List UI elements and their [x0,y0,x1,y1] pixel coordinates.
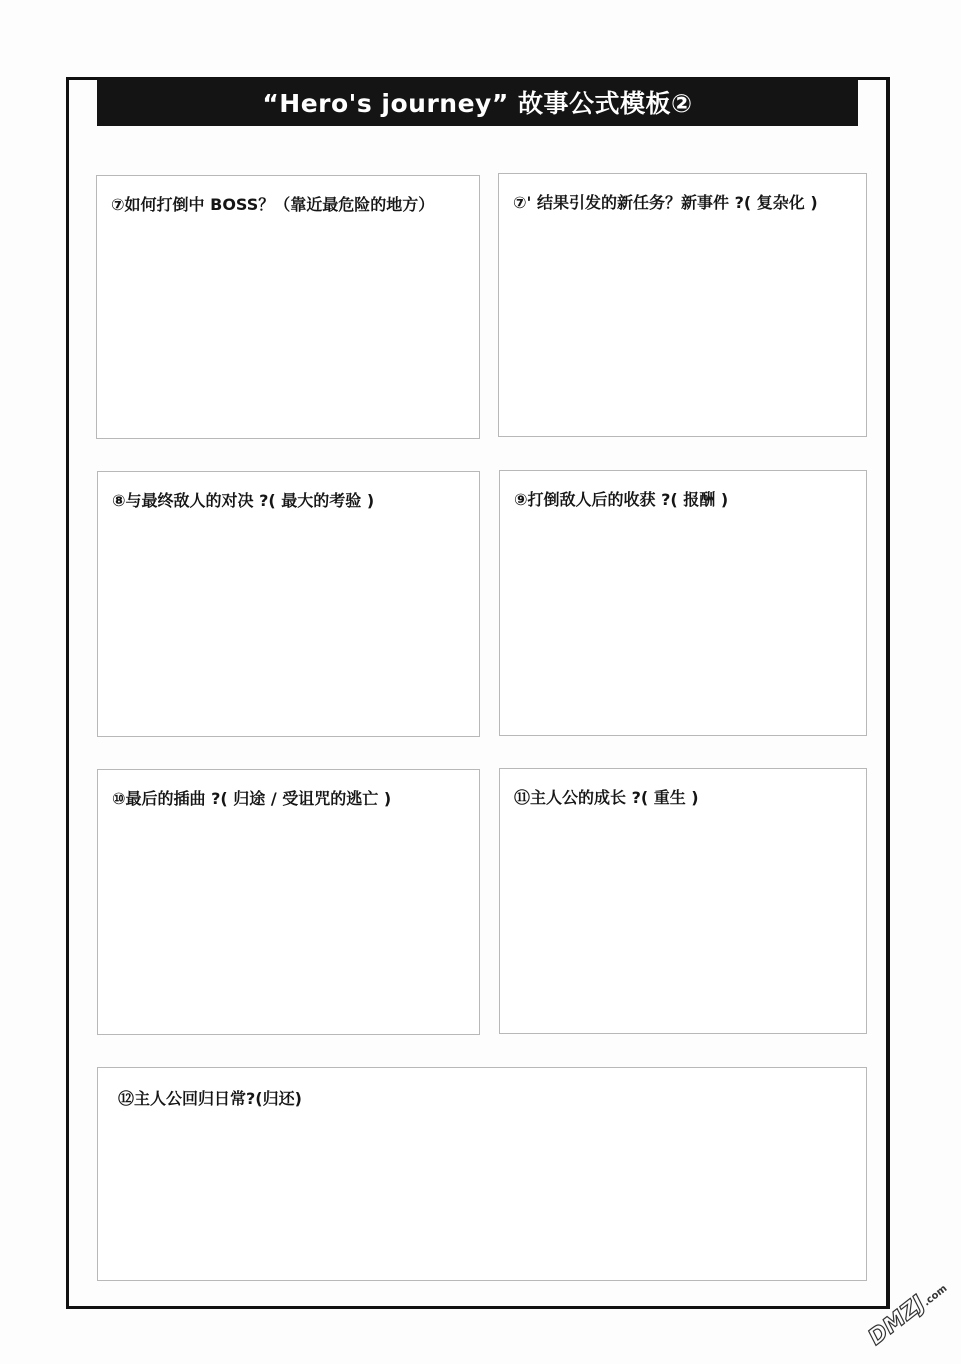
template-box-12 [97,1067,867,1281]
box-label: ⑦如何打倒中 BOSS？（靠近最危险的地方） [111,195,435,214]
template-box-11 [499,768,867,1034]
template-box-10 [97,769,480,1035]
box-label: ⑨打倒敌人后的收获 ?( 报酬 ) [514,490,729,509]
watermark-domain: .com [921,1283,950,1309]
box-label: ⑦' 结果引发的新任务？新事件 ?( 复杂化 ) [513,193,818,212]
watermark-main: DMZJ [863,1291,931,1351]
box-label: ⑧与最终敌人的对决 ?( 最大的考验 ) [112,491,375,510]
page-title: “Hero's journey” 故事公式模板② [262,89,693,118]
box-label: ⑩最后的插曲 ?( 归途 / 受诅咒的逃亡 ) [112,789,392,808]
box-label: ⑫主人公回归日常?(归还) [118,1089,302,1108]
template-box-7-prime [498,173,867,437]
title-bar [97,78,858,126]
template-box-8 [97,471,480,737]
template-box-9 [499,470,867,736]
template-box-7 [96,175,480,439]
box-label: ⑪主人公的成长 ?( 重生 ) [514,788,699,807]
